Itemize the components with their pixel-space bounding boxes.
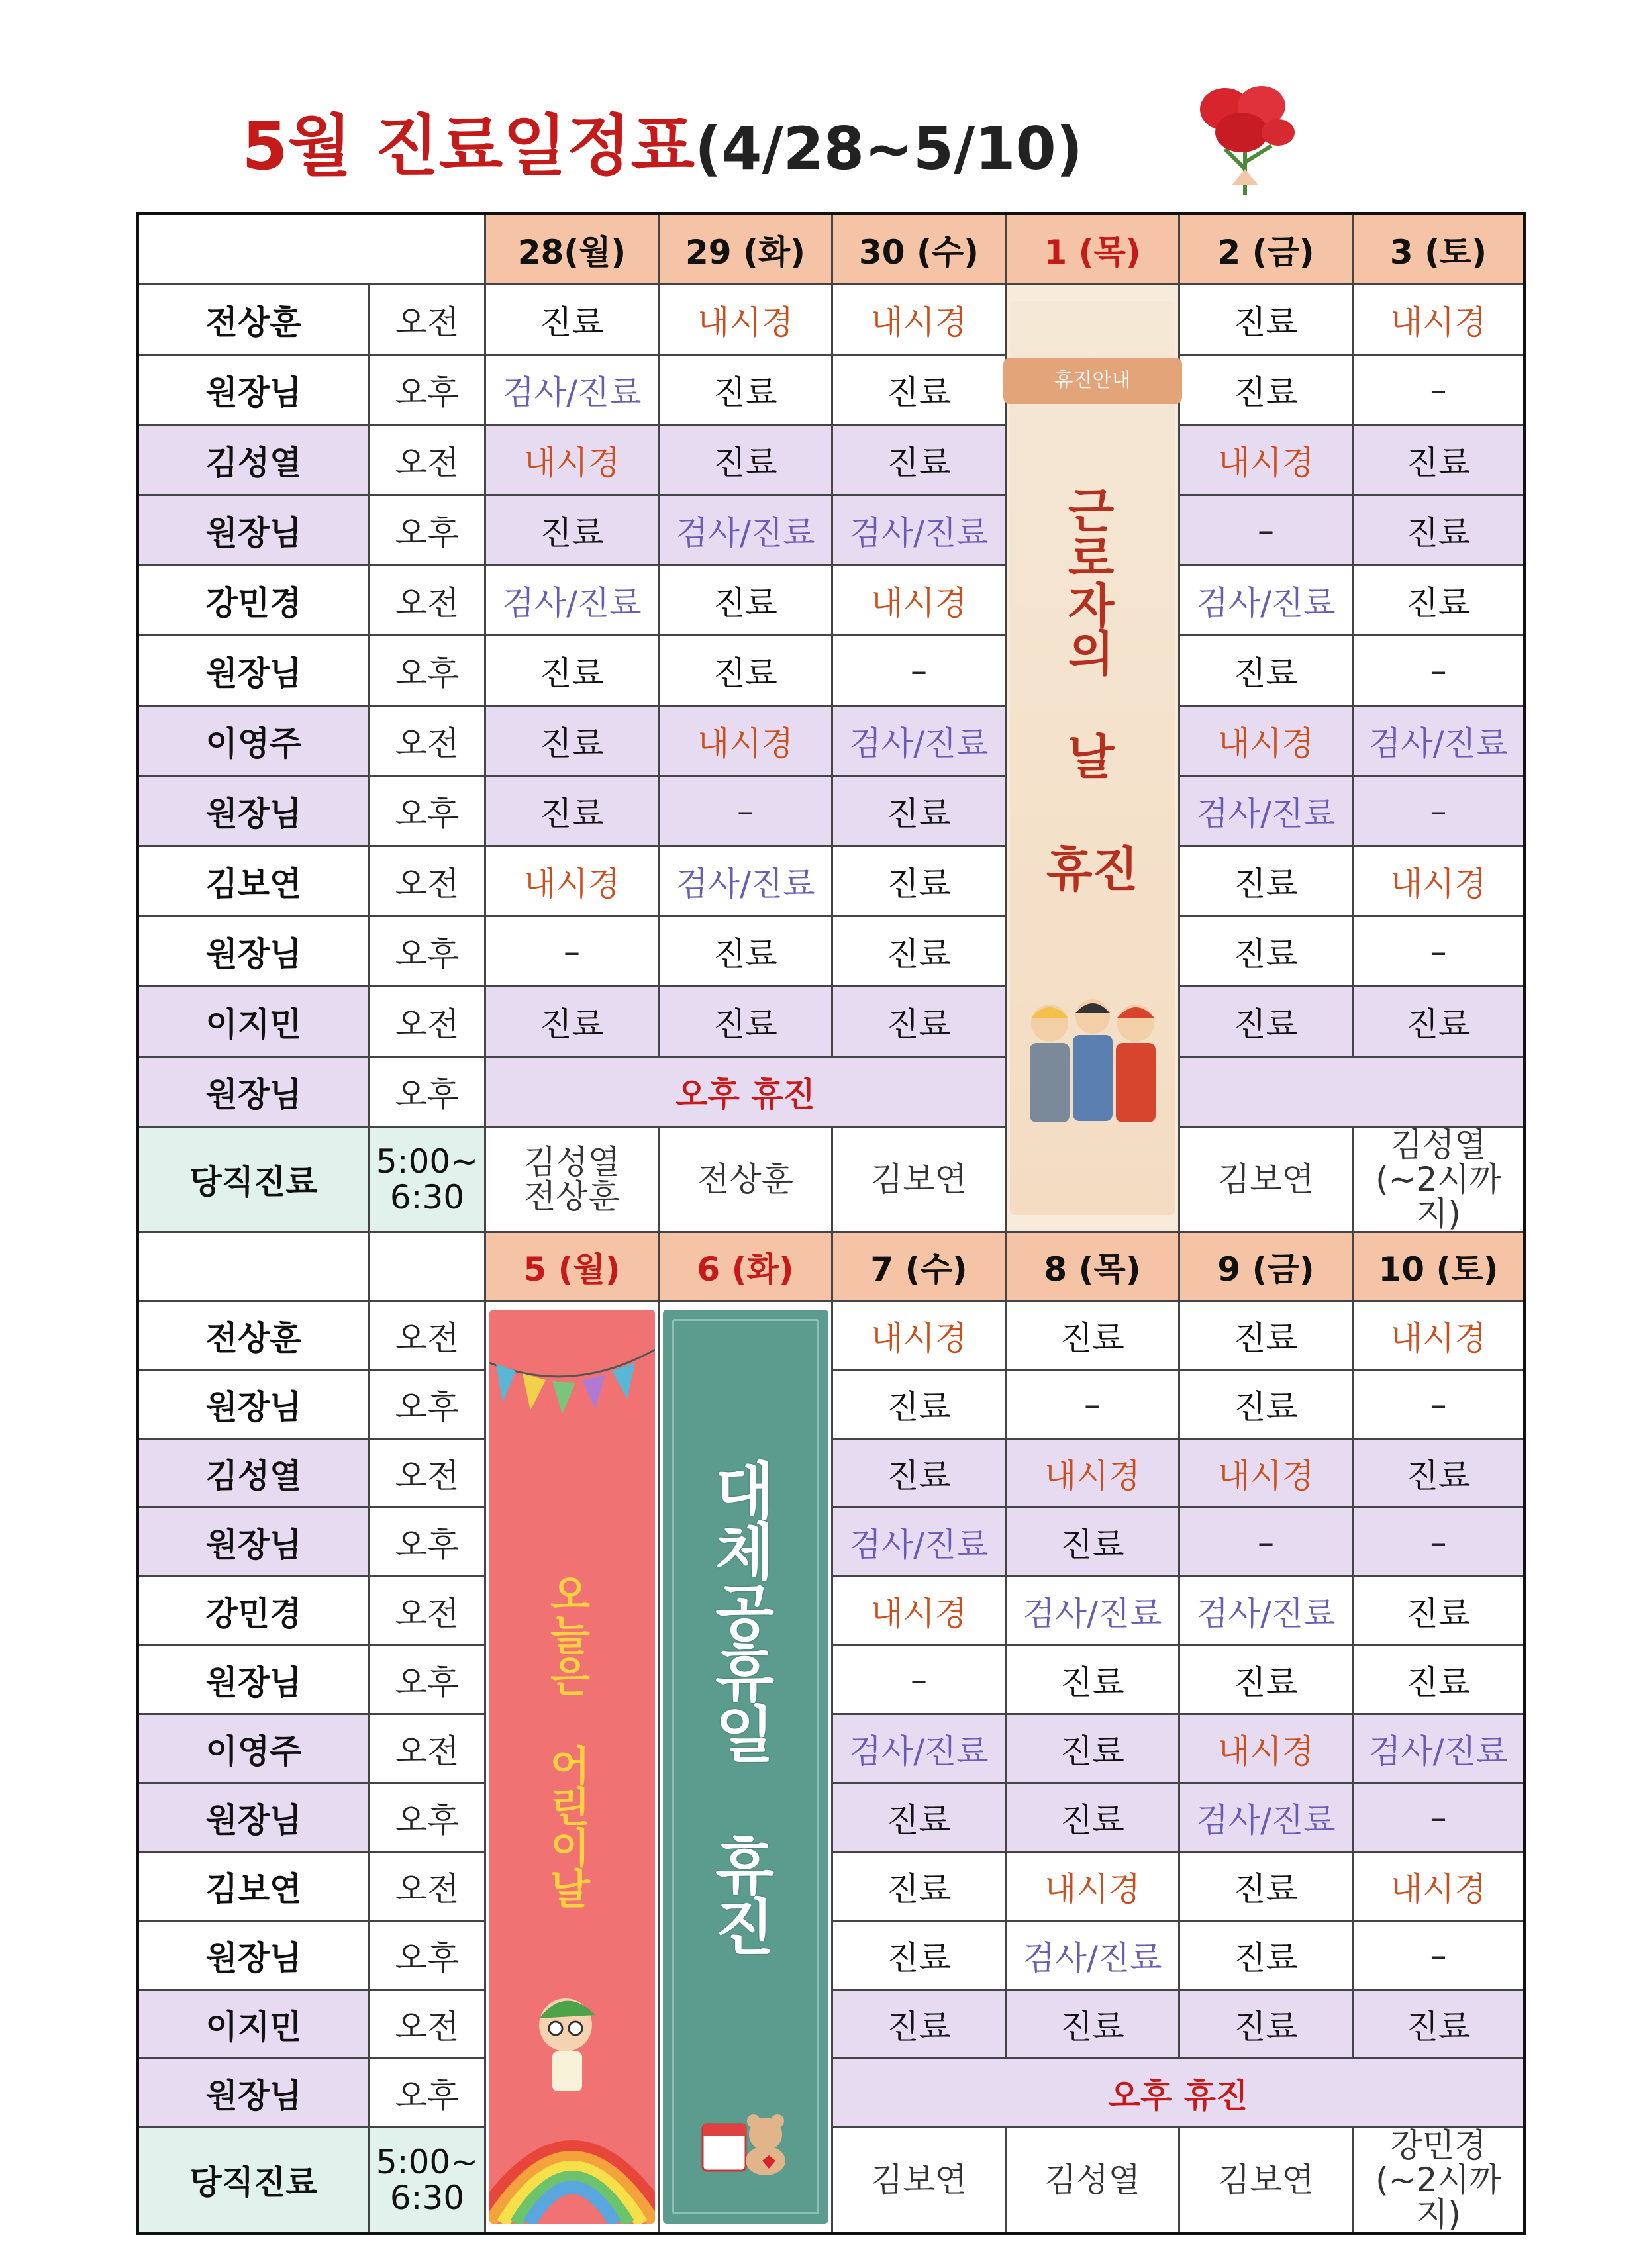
schedule-table bbox=[136, 212, 1526, 2235]
doctor-title: 원장님 bbox=[138, 776, 370, 846]
day-header: 30 (수) bbox=[832, 214, 1006, 285]
doctor-name: 이지민 bbox=[138, 987, 370, 1057]
schedule-cell: 검사/진료 bbox=[1353, 706, 1525, 776]
doctor-name: 김보연 bbox=[138, 1852, 370, 1921]
day-header: 7 (수) bbox=[832, 1232, 1006, 1301]
pm-label: 오후 bbox=[370, 1370, 485, 1439]
schedule-cell: 진료 bbox=[832, 1852, 1006, 1921]
schedule-cell: 내시경 bbox=[485, 846, 659, 916]
schedule-cell: 진료 bbox=[1353, 425, 1525, 495]
schedule-cell: – bbox=[1353, 776, 1525, 846]
day-header: 29 (화) bbox=[659, 214, 832, 285]
pm-label: 오후 bbox=[370, 355, 485, 425]
schedule-cell: 진료 bbox=[832, 1370, 1006, 1439]
afternoon-closed-cell: 오후 휴진 bbox=[832, 2059, 1525, 2128]
week1-header-row bbox=[138, 214, 1525, 285]
schedule-cell: – bbox=[1006, 1370, 1179, 1439]
am-label: 오전 bbox=[370, 1852, 485, 1921]
schedule-cell: 진료 bbox=[485, 776, 659, 846]
am-label: 오전 bbox=[370, 987, 485, 1057]
page-title bbox=[0, 93, 1324, 188]
schedule-cell: 검사/진료 bbox=[1179, 1577, 1353, 1646]
substitute-holiday-banner bbox=[663, 1310, 828, 2224]
schedule-cell: – bbox=[1353, 636, 1525, 706]
schedule-cell: 내시경 bbox=[832, 285, 1006, 355]
duty-cell: 김보연 bbox=[832, 1127, 1006, 1232]
schedule-cell: – bbox=[832, 636, 1006, 706]
schedule-cell: 내시경 bbox=[659, 706, 832, 776]
schedule-cell: 내시경 bbox=[1179, 706, 1353, 776]
week2-header-row bbox=[138, 1232, 1525, 1301]
day-header: 3 (토) bbox=[1353, 214, 1525, 285]
schedule-cell: – bbox=[1179, 1508, 1353, 1577]
schedule-cell: – bbox=[1353, 1508, 1525, 1577]
schedule-cell: 진료 bbox=[1353, 566, 1525, 636]
pm-label: 오후 bbox=[370, 2059, 485, 2128]
day-header: 5 (월) bbox=[485, 1232, 659, 1301]
doctor-title: 원장님 bbox=[138, 916, 370, 987]
schedule-cell: 진료 bbox=[1353, 1646, 1525, 1714]
header-blank bbox=[138, 1232, 370, 1301]
schedule-cell: 진료 bbox=[485, 495, 659, 566]
schedule-cell: 검사/진료 bbox=[485, 566, 659, 636]
schedule-cell: 내시경 bbox=[832, 566, 1006, 636]
schedule-cell: 진료 bbox=[832, 916, 1006, 987]
pm-label: 오후 bbox=[370, 776, 485, 846]
doctor-title: 원장님 bbox=[138, 1646, 370, 1714]
duty-cell bbox=[1353, 1127, 1525, 1232]
schedule-cell: 검사/진료 bbox=[1179, 566, 1353, 636]
schedule-cell: 진료 bbox=[1179, 987, 1353, 1057]
am-label: 오전 bbox=[370, 706, 485, 776]
duty-cell: 전상훈 bbox=[659, 1127, 832, 1232]
schedule-cell: 진료 bbox=[1353, 1990, 1525, 2059]
pm-label: 오후 bbox=[370, 495, 485, 566]
schedule-cell: – bbox=[485, 916, 659, 987]
am-label: 오전 bbox=[370, 285, 485, 355]
duty-cell: 김보연 bbox=[832, 2128, 1006, 2234]
schedule-cell: 내시경 bbox=[832, 1301, 1006, 1370]
doctor-am-row bbox=[138, 846, 1525, 916]
duty-cell: 김성열 전상훈 bbox=[485, 1127, 659, 1232]
schedule-cell: 검사/진료 bbox=[1179, 1783, 1353, 1852]
schedule-cell: 진료 bbox=[485, 987, 659, 1057]
doctor-am-row bbox=[138, 425, 1525, 495]
am-label: 오전 bbox=[370, 846, 485, 916]
schedule-cell: 진료 bbox=[1006, 1783, 1179, 1852]
schedule-cell: 진료 bbox=[1179, 1370, 1353, 1439]
duty-time-start: 5:00~ bbox=[375, 2143, 479, 2181]
schedule-cell: 진료 bbox=[1179, 916, 1353, 987]
schedule-cell: – bbox=[1353, 1783, 1525, 1852]
schedule-cell: 진료 bbox=[832, 987, 1006, 1057]
doctor-pm-row bbox=[138, 776, 1525, 846]
labor-day-banner-cell bbox=[1006, 285, 1179, 1232]
duty-note: (~2시까지) bbox=[1375, 2161, 1501, 2234]
doctor-name: 강민경 bbox=[138, 566, 370, 636]
pm-label: 오후 bbox=[370, 1057, 485, 1127]
schedule-cell: 진료 bbox=[832, 1439, 1006, 1508]
doctor-name: 이지민 bbox=[138, 1990, 370, 2059]
schedule-cell: 내시경 bbox=[832, 1577, 1006, 1646]
pm-label: 오후 bbox=[370, 1783, 485, 1852]
doctor-name: 김성열 bbox=[138, 1439, 370, 1508]
duty-cell: 김보연 bbox=[1179, 1127, 1353, 1232]
day-header: 9 (금) bbox=[1179, 1232, 1353, 1301]
afternoon-closed-cell: 오후 휴진 bbox=[485, 1057, 1006, 1127]
schedule-cell: – bbox=[1353, 355, 1525, 425]
doctor-pm-row bbox=[138, 495, 1525, 566]
schedule-cell: 진료 bbox=[659, 916, 832, 987]
header-blank bbox=[138, 214, 485, 285]
labor-day-text: 근로자의 날 bbox=[1059, 485, 1115, 779]
schedule-cell: 진료 bbox=[659, 636, 832, 706]
title-main: 5월 진료일정표 bbox=[242, 107, 695, 185]
substitute-holiday-banner-cell bbox=[659, 1301, 832, 2234]
pm-label: 오후 bbox=[370, 1646, 485, 1714]
schedule-cell: – bbox=[1179, 495, 1353, 566]
doctor-name: 전상훈 bbox=[138, 285, 370, 355]
schedule-cell: 내시경 bbox=[1353, 846, 1525, 916]
doctor-title: 원장님 bbox=[138, 1783, 370, 1852]
duty-name: 강민경 bbox=[1390, 2126, 1487, 2165]
day-header: 1 (목) bbox=[1006, 214, 1179, 285]
am-label: 오전 bbox=[370, 1577, 485, 1646]
schedule-cell: 진료 bbox=[1353, 495, 1525, 566]
am-label: 오전 bbox=[370, 1439, 485, 1508]
doctor-title: 원장님 bbox=[138, 1057, 370, 1127]
schedule-cell: 진료 bbox=[659, 355, 832, 425]
schedule-cell: 진료 bbox=[659, 425, 832, 495]
doctor-name: 김성열 bbox=[138, 425, 370, 495]
schedule-cell: 검사/진료 bbox=[1353, 1714, 1525, 1783]
doctor-title: 원장님 bbox=[138, 1921, 370, 1990]
carnation-icon bbox=[1179, 70, 1311, 202]
schedule-cell: 진료 bbox=[1179, 1301, 1353, 1370]
doctor-am-row bbox=[138, 285, 1525, 355]
schedule-cell: 진료 bbox=[659, 987, 832, 1057]
schedule-cell: – bbox=[659, 776, 832, 846]
duty-cell: 김보연 bbox=[1179, 2128, 1353, 2234]
schedule-cell: 진료 bbox=[1179, 846, 1353, 916]
am-label: 오전 bbox=[370, 1990, 485, 2059]
teddy-bear-calendar-icon bbox=[699, 2104, 792, 2177]
schedule-cell: – bbox=[1353, 1370, 1525, 1439]
schedule-cell: 진료 bbox=[1179, 355, 1353, 425]
pm-label: 오후 bbox=[370, 1508, 485, 1577]
schedule-cell: 내시경 bbox=[659, 285, 832, 355]
doctor-title: 원장님 bbox=[138, 636, 370, 706]
schedule-cell: 진료 bbox=[832, 1921, 1006, 1990]
schedule-cell: 내시경 bbox=[1353, 1852, 1525, 1921]
am-label: 오전 bbox=[370, 1301, 485, 1370]
doctor-title: 원장님 bbox=[138, 1370, 370, 1439]
title-range: (4/28~5/10) bbox=[695, 115, 1083, 183]
schedule-cell: 내시경 bbox=[1179, 1439, 1353, 1508]
pm-label: 오후 bbox=[370, 636, 485, 706]
doctor-am-row bbox=[138, 1301, 1525, 1370]
duty-note: (~2시까지) bbox=[1375, 1160, 1501, 1233]
day-header: 6 (화) bbox=[659, 1232, 832, 1301]
schedule-cell: 내시경 bbox=[1006, 1439, 1179, 1508]
schedule-cell: 진료 bbox=[659, 566, 832, 636]
schedule-cell: 내시경 bbox=[1353, 285, 1525, 355]
workers-illustration-icon bbox=[1020, 977, 1166, 1129]
schedule-cell: 진료 bbox=[1179, 1852, 1353, 1921]
doctor-am-row bbox=[138, 566, 1525, 636]
pm-label: 오후 bbox=[370, 1921, 485, 1990]
schedule-cell: 내시경 bbox=[1353, 1301, 1525, 1370]
duty-cell bbox=[1353, 2128, 1525, 2234]
schedule-cell: 진료 bbox=[832, 425, 1006, 495]
schedule-cell: – bbox=[1353, 1921, 1525, 1990]
doctor-name: 전상훈 bbox=[138, 1301, 370, 1370]
doctor-name: 이영주 bbox=[138, 706, 370, 776]
am-label: 오전 bbox=[370, 425, 485, 495]
duty-time-end: 6:30 bbox=[389, 2179, 465, 2217]
schedule-cell: 진료 bbox=[1179, 636, 1353, 706]
schedule-cell: 진료 bbox=[485, 636, 659, 706]
schedule-cell: 진료 bbox=[1006, 1990, 1179, 2059]
schedule-cell: 내시경 bbox=[1006, 1852, 1179, 1921]
schedule-cell: 진료 bbox=[1179, 1646, 1353, 1714]
childrens-day-banner bbox=[489, 1310, 655, 2224]
schedule-cell: 진료 bbox=[832, 1783, 1006, 1852]
schedule-cell: 검사/진료 bbox=[1006, 1577, 1179, 1646]
header-blank bbox=[370, 1232, 485, 1301]
duty-time-end: 6:30 bbox=[389, 1178, 465, 1216]
childrens-day-banner-cell bbox=[485, 1301, 659, 2234]
schedule-cell: 진료 bbox=[485, 706, 659, 776]
doctor-title: 원장님 bbox=[138, 355, 370, 425]
schedule-cell: 진료 bbox=[1179, 285, 1353, 355]
doctor-name: 강민경 bbox=[138, 1577, 370, 1646]
schedule-cell: 진료 bbox=[1353, 1577, 1525, 1646]
schedule-cell: 진료 bbox=[1006, 1646, 1179, 1714]
child-rainbow-icon bbox=[489, 1972, 655, 2224]
schedule-cell: 검사/진료 bbox=[1179, 776, 1353, 846]
doctor-name: 이영주 bbox=[138, 1714, 370, 1783]
schedule-cell: 진료 bbox=[485, 285, 659, 355]
duty-time-start: 5:00~ bbox=[375, 1142, 479, 1181]
schedule-cell: 검사/진료 bbox=[485, 355, 659, 425]
doctor-name: 김보연 bbox=[138, 846, 370, 916]
duty-name: 김성열 bbox=[1390, 1126, 1487, 1164]
schedule-cell: 내시경 bbox=[485, 425, 659, 495]
substitute-holiday-text: 대체공휴일 휴진 bbox=[704, 1458, 775, 1956]
schedule-cell: 내시경 bbox=[1179, 425, 1353, 495]
doctor-title: 원장님 bbox=[138, 2059, 370, 2128]
doctor-pm-row bbox=[138, 355, 1525, 425]
doctor-pm-row bbox=[138, 916, 1525, 987]
schedule-cell: 진료 bbox=[832, 776, 1006, 846]
day-header: 8 (목) bbox=[1006, 1232, 1179, 1301]
schedule-cell: 검사/진료 bbox=[1006, 1921, 1179, 1990]
duty-label: 당직진료 bbox=[138, 1127, 370, 1232]
schedule-cell: 진료 bbox=[1353, 987, 1525, 1057]
schedule-cell: 진료 bbox=[1179, 1921, 1353, 1990]
doctor-am-row bbox=[138, 987, 1525, 1057]
pm-label: 오후 bbox=[370, 916, 485, 987]
schedule-cell: 검사/진료 bbox=[659, 846, 832, 916]
day-header: 10 (토) bbox=[1353, 1232, 1525, 1301]
schedule-cell: – bbox=[1353, 916, 1525, 987]
day-header: 28(월) bbox=[485, 214, 659, 285]
schedule-cell: 검사/진료 bbox=[659, 495, 832, 566]
labor-day-banner bbox=[1010, 301, 1175, 1215]
duty-label: 당직진료 bbox=[138, 2128, 370, 2234]
schedule-cell: 진료 bbox=[1006, 1714, 1179, 1783]
am-label: 오전 bbox=[370, 1714, 485, 1783]
closure-notice-ribbon: 휴진안내 bbox=[1003, 358, 1182, 404]
schedule-cell: 진료 bbox=[832, 846, 1006, 916]
doctor-title: 원장님 bbox=[138, 1508, 370, 1577]
schedule-cell: 검사/진료 bbox=[832, 1714, 1006, 1783]
duty-time bbox=[370, 2128, 485, 2234]
doctor-am-row bbox=[138, 706, 1525, 776]
schedule-cell: 검사/진료 bbox=[832, 495, 1006, 566]
schedule-cell: 진료 bbox=[1353, 1439, 1525, 1508]
schedule-cell: 진료 bbox=[1006, 1301, 1179, 1370]
labor-day-closed-text: 휴진 bbox=[1046, 842, 1139, 897]
bunting-flags-icon bbox=[489, 1336, 655, 1429]
duty-time bbox=[370, 1127, 485, 1232]
duty-row bbox=[138, 1127, 1525, 1232]
doctor-pm-row bbox=[138, 636, 1525, 706]
schedule-cell: 진료 bbox=[1006, 1508, 1179, 1577]
duty-cell: 김성열 bbox=[1006, 2128, 1179, 2234]
doctor-title: 원장님 bbox=[138, 495, 370, 566]
day-header: 2 (금) bbox=[1179, 214, 1353, 285]
schedule-cell: – bbox=[832, 1646, 1006, 1714]
schedule-cell: 진료 bbox=[1179, 1990, 1353, 2059]
am-label: 오전 bbox=[370, 566, 485, 636]
schedule-cell: 진료 bbox=[832, 1990, 1006, 2059]
childrens-day-text: 오늘은 어린이날 bbox=[542, 1572, 591, 1908]
schedule-cell: 내시경 bbox=[1179, 1714, 1353, 1783]
schedule-cell: 검사/진료 bbox=[832, 706, 1006, 776]
doctor-pm-row bbox=[138, 1057, 1525, 1127]
schedule-cell: 검사/진료 bbox=[832, 1508, 1006, 1577]
empty-cell bbox=[1179, 1057, 1525, 1127]
schedule-cell: 진료 bbox=[832, 355, 1006, 425]
